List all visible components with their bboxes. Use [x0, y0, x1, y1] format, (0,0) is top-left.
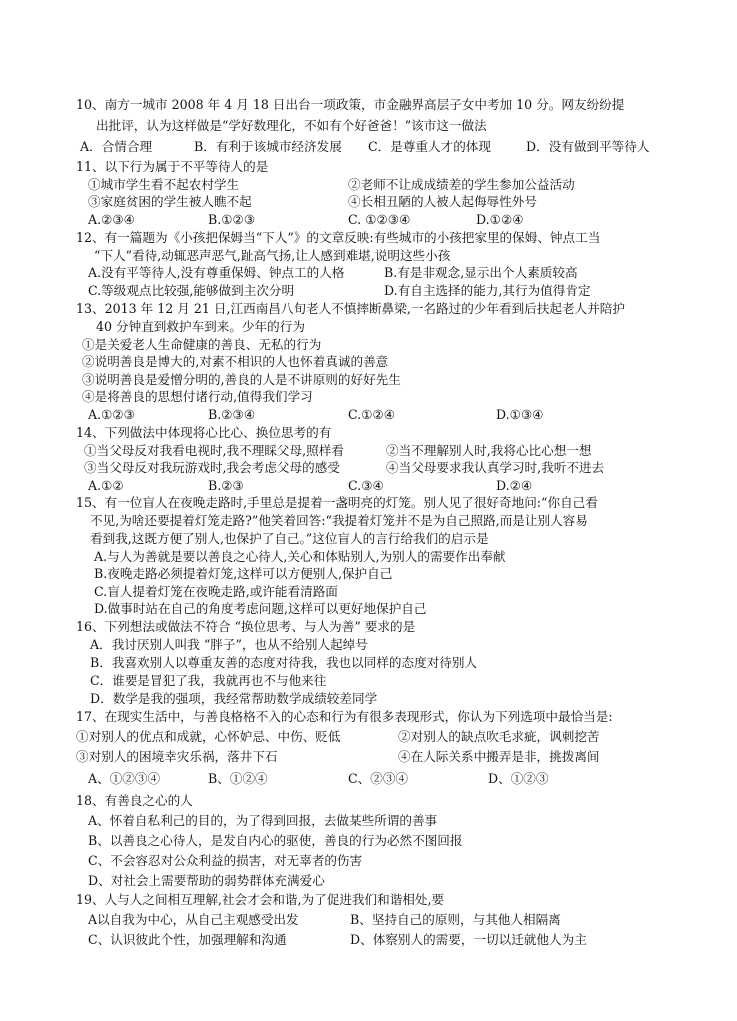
q14-statement-2: ②当不理解别人时,我将心比心想一想: [386, 443, 592, 458]
q15-option-b: B.夜晚走路必须提着灯笼,这样可以方便别人,保护自己: [94, 566, 393, 581]
q15-stem-line1: 15、有一位盲人在夜晚走路时,手里总是提着一盏明亮的灯笼。别人见了很好奇地问:“你自己看: [76, 495, 598, 510]
q13-option-d: D.①③④: [496, 407, 544, 422]
q13-statement-4: ④是将善良的思想付诸行动,值得我们学习: [82, 389, 313, 404]
q11-option-b: B.①②③: [208, 212, 256, 227]
q15-option-c: C.盲人提着灯笼在夜晚走路,或许能看清路面: [94, 584, 338, 599]
q13-statement-2: ②说明善良是博大的,对素不相识的人也怀着真诚的善意: [82, 354, 389, 369]
q13-stem-line1: 13、2013 年 12 月 21 日,江西南昌八旬老人不慎摔断鼻梁,一名路过的少年看到后扶起老人并陪护: [76, 301, 625, 316]
q10-option-d: D．没有做到平等待人: [526, 139, 650, 154]
q17-option-c: C、②③④: [348, 771, 409, 786]
q18-option-b: B、以善良之心待人，是发自内心的驱使，善良的行为必然不图回报: [88, 833, 463, 848]
q14-option-c: C.③④: [348, 478, 384, 493]
q12-option-d: D.有自主选择的能力,其行为值得肯定: [384, 283, 591, 298]
q11-statement-4: ④长相丑陋的人被人起侮辱性外号: [348, 194, 537, 209]
q11-statement-1: ①城市学生看不起农村学生: [88, 177, 240, 192]
q16-option-a: A．我讨厌别人叫我 “胖子”，也从不给别人起绰号: [90, 637, 368, 652]
q11-option-d: D.①②④: [476, 212, 524, 227]
q14-option-b: B.②③: [208, 478, 244, 493]
q19-option-b: B、坚持自己的原则，与其他人相隔离: [350, 912, 561, 927]
q19-option-d: D、体察别人的需要，一切以迁就他人为主: [350, 932, 587, 947]
q11-statement-3: ③家庭贫困的学生被人瞧不起: [88, 194, 252, 209]
q12-option-b: B.有是非观念,显示出个人素质较高: [384, 265, 578, 280]
q11-option-a: A.②③④: [88, 212, 135, 227]
q14-statement-1: ①当父母反对我看电视时,我不理睬父母,照样看: [84, 443, 344, 458]
q17-statement-4: ④在人际关系中搬弄是非，挑拨离间: [398, 749, 600, 764]
q17-option-d: D、①②③: [488, 771, 549, 786]
q16-option-d: D．数学是我的强项，我经常帮助数学成绩较差同学: [90, 691, 378, 706]
q12-stem-line2: “下人”看待,动辄恶声恶气,趾高气扬,让人感到难堪,说明这些小孩: [94, 248, 451, 263]
q11-option-c: C. ①②③④: [348, 212, 411, 227]
q10-option-b: B．有利于该城市经济发展: [194, 139, 342, 154]
q16-option-c: C．谁要是冒犯了我，我就再也不与他来往: [90, 673, 327, 688]
q15-option-d: D.做事时站在自己的角度考虑问题,这样可以更好地保护自己: [94, 601, 427, 616]
q11-statement-2: ②老师不让成成绩差的学生参加公益活动: [348, 177, 575, 192]
q18-stem: 18、有善良之心的人: [76, 793, 193, 808]
q12-stem-line1: 12、有一篇题为《小孩把保姆当“下人”》的文章反映:有些城市的小孩把家里的保姆、钟点工当: [76, 230, 601, 245]
q17-stem: 17、在现实生活中，与善良格格不入的心态和行为有很多表现形式，你认为下列选项中最恰当是:: [76, 709, 613, 724]
q19-option-c: C、认识彼此个性，加强理解和沟通: [88, 932, 287, 947]
q19-option-a: A以自我为中心，从自己主观感受出发: [88, 912, 299, 927]
q13-option-b: B.②③④: [208, 407, 256, 422]
q14-option-d: D.②④: [496, 478, 533, 493]
q10-stem-line1: 10、南方一城市 2008 年 4 月 18 日出台一项政策，市金融界高层子女中考加 10 分。网友纷纷提: [76, 97, 625, 112]
q17-option-b: B、①②④: [208, 771, 268, 786]
q13-option-a: A.①②③: [88, 407, 135, 422]
q17-statement-1: ①对别人的优点和成就，心怀妒忌、中伤、贬低: [76, 729, 341, 744]
q15-option-a: A.与人为善就是要以善良之心待人,关心和体贴别人,为别人的需要作出奉献: [94, 549, 506, 564]
q15-stem-line3: 看到我,这既方便了别人,也保护了自己。”这位盲人的言行给我们的启示是: [90, 531, 489, 546]
q14-statement-4: ④当父母要求我认真学习时,我听不进去: [386, 460, 605, 475]
q10-option-a: A．合情合理: [80, 139, 153, 154]
q17-statement-3: ③对别人的困境幸灾乐祸，落井下石: [76, 749, 278, 764]
q12-option-c: C.等级观点比较强,能够做到主次分明: [88, 283, 295, 298]
q18-option-d: D、对社会上需要帮助的弱势群体充满爱心: [88, 873, 325, 888]
q14-stem: 14、下列做法中体现将心比心、换位思考的有: [76, 425, 332, 440]
q13-option-c: C.①②④: [348, 407, 396, 422]
q16-option-b: B．我喜欢别人以尊重友善的态度对待我，我也以同样的态度对待别人: [90, 655, 478, 670]
q13-statement-3: ③说明善良是爱憎分明的,善良的人是不讲原则的好好先生: [82, 372, 401, 387]
q13-stem-line2: 40 分钟直到救护车到来。少年的行为: [96, 319, 305, 334]
q13-statement-1: ①是关爱老人生命健康的善良、无私的行为: [82, 337, 322, 352]
q10-option-c: C．是尊重人才的体现: [368, 139, 491, 154]
q19-stem: 19、人与人之间相互理解,社会才会和谐,为了促进我们和谐相处,要: [76, 892, 445, 907]
q17-statement-2: ②对别人的缺点吹毛求疵，讽刺挖苦: [398, 729, 600, 744]
q18-option-a: A、怀着自私利己的目的，为了得到回报，去做某些所谓的善事: [88, 813, 438, 828]
q14-option-a: A.①②: [88, 478, 124, 493]
q11-stem: 11、以下行为属于不平等待人的是: [76, 159, 269, 174]
q18-option-c: C、不会容忍对公众利益的损害，对无辜者的伤害: [88, 853, 363, 868]
q16-stem: 16、下列想法或做法不符合 “换位思考、与人为善” 要求的是: [76, 619, 416, 634]
q12-option-a: A.没有平等待人,没有尊重保姆、钟点工的人格: [88, 265, 345, 280]
q17-option-a: A、①②③④: [88, 771, 161, 786]
q14-statement-3: ③当父母反对我玩游戏时,我会考虑父母的感受: [84, 460, 340, 475]
q15-stem-line2: 不见,为啥还要提着灯笼走路?”他笑着回答:“我提着灯笼并不是为自己照路,而是让别人容易: [90, 513, 588, 528]
q10-stem-line2: 出批评，认为这样做是“学好数理化，不如有个好爸爸！”该市这一做法: [96, 118, 487, 133]
